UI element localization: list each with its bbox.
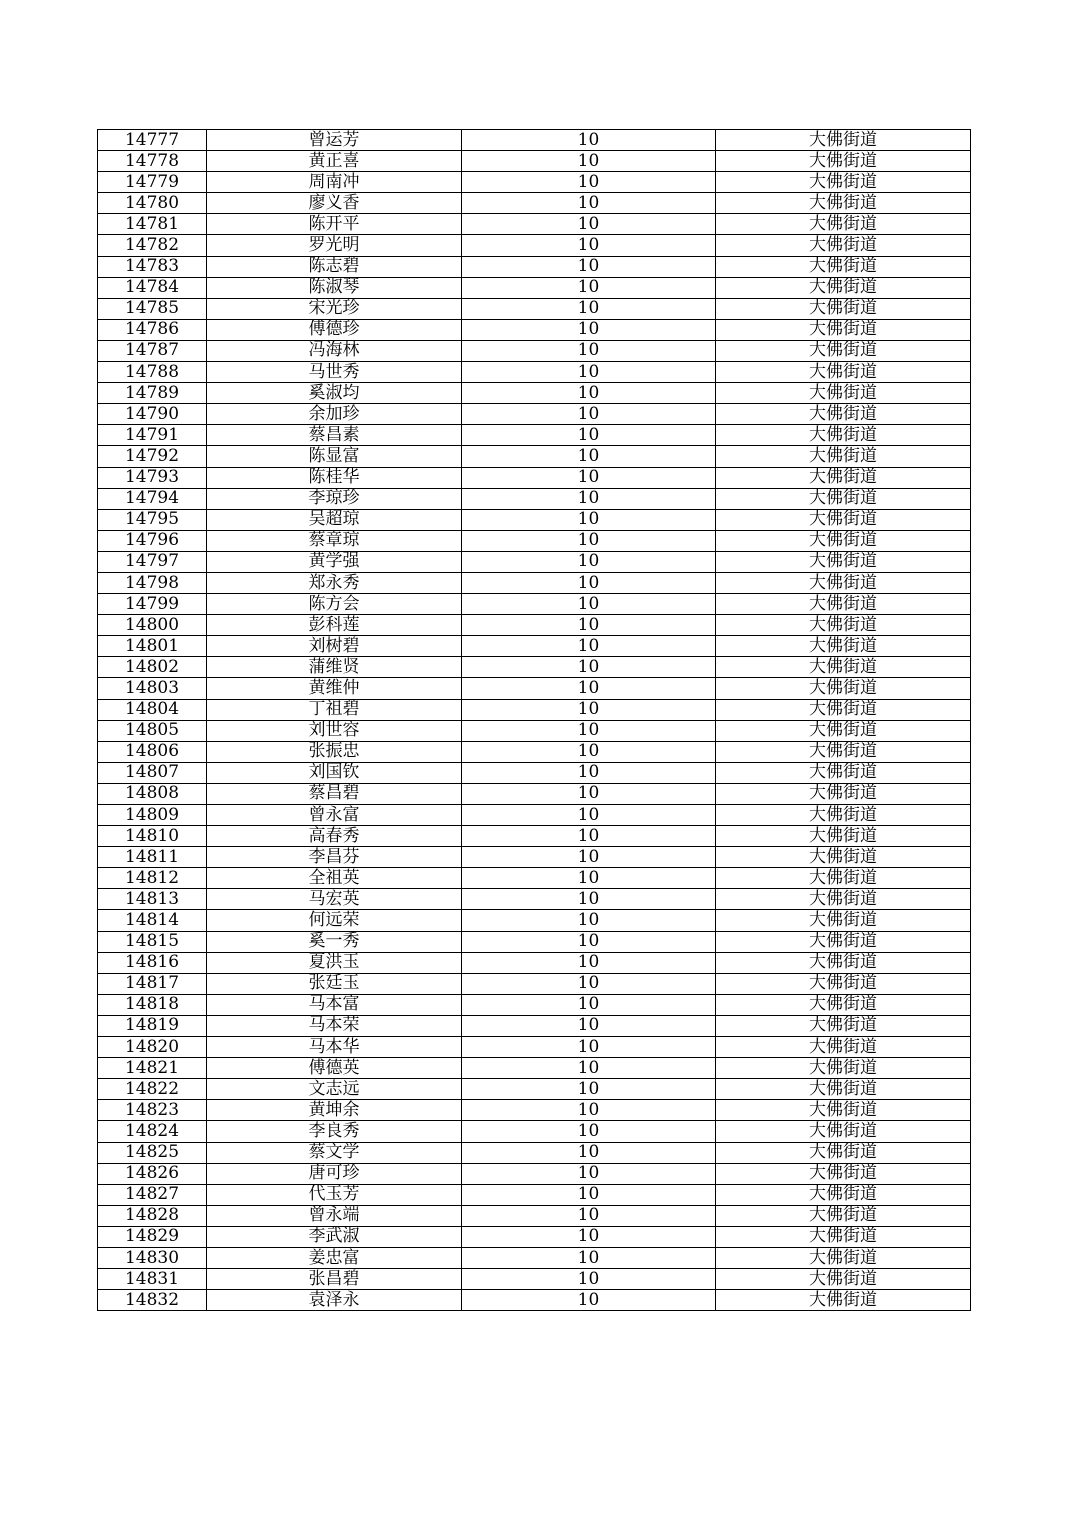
table-row — [98, 678, 971, 699]
cell-name: 黄正喜 — [207, 151, 462, 172]
table-row — [98, 1290, 971, 1311]
cell-amount: 10 — [462, 340, 716, 361]
cell-area: 大佛街道 — [716, 1100, 971, 1121]
table-row — [98, 594, 971, 615]
cell-amount: 10 — [462, 383, 716, 404]
table-row — [98, 1247, 971, 1268]
cell-amount: 10 — [462, 319, 716, 340]
cell-amount: 10 — [462, 1015, 716, 1036]
cell-name: 刘国钦 — [207, 762, 462, 783]
cell-id: 14778 — [98, 151, 207, 172]
cell-name: 奚一秀 — [207, 931, 462, 952]
cell-amount: 10 — [462, 193, 716, 214]
table-row — [98, 1142, 971, 1163]
cell-area: 大佛街道 — [716, 340, 971, 361]
cell-area: 大佛街道 — [716, 1290, 971, 1311]
cell-id: 14800 — [98, 615, 207, 636]
cell-id: 14823 — [98, 1100, 207, 1121]
table-row — [98, 151, 971, 172]
cell-name: 姜忠富 — [207, 1247, 462, 1268]
cell-area: 大佛街道 — [716, 1247, 971, 1268]
table-row — [98, 446, 971, 467]
cell-id: 14817 — [98, 973, 207, 994]
cell-name: 陈方会 — [207, 594, 462, 615]
cell-id: 14798 — [98, 572, 207, 593]
cell-area: 大佛街道 — [716, 1079, 971, 1100]
cell-name: 陈桂华 — [207, 467, 462, 488]
cell-area: 大佛街道 — [716, 1121, 971, 1142]
cell-amount: 10 — [462, 1058, 716, 1079]
cell-area: 大佛街道 — [716, 172, 971, 193]
data-table — [97, 129, 971, 1311]
cell-area: 大佛街道 — [716, 509, 971, 530]
cell-name: 黄维仲 — [207, 678, 462, 699]
cell-area: 大佛街道 — [716, 446, 971, 467]
cell-area: 大佛街道 — [716, 636, 971, 657]
cell-name: 马本华 — [207, 1037, 462, 1058]
cell-id: 14819 — [98, 1015, 207, 1036]
cell-name: 傅德英 — [207, 1058, 462, 1079]
table-row — [98, 1205, 971, 1226]
cell-name: 刘树碧 — [207, 636, 462, 657]
cell-amount: 10 — [462, 847, 716, 868]
cell-name: 袁泽永 — [207, 1290, 462, 1311]
cell-name: 丁祖碧 — [207, 699, 462, 720]
cell-area: 大佛街道 — [716, 193, 971, 214]
cell-id: 14781 — [98, 214, 207, 235]
cell-amount: 10 — [462, 1184, 716, 1205]
cell-id: 14784 — [98, 277, 207, 298]
cell-name: 蔡文学 — [207, 1142, 462, 1163]
cell-amount: 10 — [462, 826, 716, 847]
cell-amount: 10 — [462, 1121, 716, 1142]
cell-amount: 10 — [462, 762, 716, 783]
table-row — [98, 1121, 971, 1142]
table-row — [98, 1058, 971, 1079]
cell-id: 14832 — [98, 1290, 207, 1311]
cell-id: 14812 — [98, 868, 207, 889]
cell-name: 黄坤余 — [207, 1100, 462, 1121]
cell-name: 张昌碧 — [207, 1269, 462, 1290]
cell-id: 14789 — [98, 383, 207, 404]
cell-area: 大佛街道 — [716, 467, 971, 488]
table-row — [98, 509, 971, 530]
table-row — [98, 340, 971, 361]
cell-id: 14810 — [98, 826, 207, 847]
cell-id: 14788 — [98, 362, 207, 383]
cell-name: 蔡昌素 — [207, 425, 462, 446]
cell-id: 14820 — [98, 1037, 207, 1058]
cell-amount: 10 — [462, 594, 716, 615]
cell-area: 大佛街道 — [716, 256, 971, 277]
cell-amount: 10 — [462, 256, 716, 277]
table-row — [98, 1269, 971, 1290]
cell-amount: 10 — [462, 130, 716, 151]
cell-id: 14785 — [98, 298, 207, 319]
cell-id: 14805 — [98, 720, 207, 741]
cell-area: 大佛街道 — [716, 488, 971, 509]
cell-name: 曾运芳 — [207, 130, 462, 151]
cell-id: 14787 — [98, 340, 207, 361]
table-row — [98, 319, 971, 340]
table-row — [98, 298, 971, 319]
cell-amount: 10 — [462, 277, 716, 298]
cell-amount: 10 — [462, 636, 716, 657]
cell-id: 14780 — [98, 193, 207, 214]
cell-name: 何远荣 — [207, 910, 462, 931]
cell-name: 马本富 — [207, 994, 462, 1015]
cell-name: 陈显富 — [207, 446, 462, 467]
cell-amount: 10 — [462, 699, 716, 720]
cell-name: 马世秀 — [207, 362, 462, 383]
cell-id: 14821 — [98, 1058, 207, 1079]
cell-name: 奚淑均 — [207, 383, 462, 404]
cell-name: 蔡章琼 — [207, 530, 462, 551]
cell-name: 陈淑琴 — [207, 277, 462, 298]
cell-area: 大佛街道 — [716, 741, 971, 762]
cell-id: 14807 — [98, 762, 207, 783]
cell-name: 张振忠 — [207, 741, 462, 762]
cell-amount: 10 — [462, 488, 716, 509]
cell-amount: 10 — [462, 720, 716, 741]
cell-area: 大佛街道 — [716, 319, 971, 340]
table-row — [98, 572, 971, 593]
cell-id: 14830 — [98, 1247, 207, 1268]
table-row — [98, 1079, 971, 1100]
cell-amount: 10 — [462, 1037, 716, 1058]
cell-amount: 10 — [462, 362, 716, 383]
table-row — [98, 657, 971, 678]
cell-amount: 10 — [462, 404, 716, 425]
cell-amount: 10 — [462, 805, 716, 826]
cell-amount: 10 — [462, 1205, 716, 1226]
cell-amount: 10 — [462, 235, 716, 256]
cell-amount: 10 — [462, 298, 716, 319]
cell-area: 大佛街道 — [716, 383, 971, 404]
cell-area: 大佛街道 — [716, 594, 971, 615]
cell-amount: 10 — [462, 678, 716, 699]
cell-amount: 10 — [462, 889, 716, 910]
cell-area: 大佛街道 — [716, 762, 971, 783]
cell-name: 冯海林 — [207, 340, 462, 361]
cell-name: 曾永端 — [207, 1205, 462, 1226]
table-row — [98, 994, 971, 1015]
cell-amount: 10 — [462, 172, 716, 193]
cell-name: 宋光珍 — [207, 298, 462, 319]
cell-name: 曾永富 — [207, 805, 462, 826]
cell-id: 14824 — [98, 1121, 207, 1142]
table-row — [98, 847, 971, 868]
cell-id: 14808 — [98, 783, 207, 804]
cell-id: 14831 — [98, 1269, 207, 1290]
cell-amount: 10 — [462, 425, 716, 446]
cell-name: 唐可珍 — [207, 1163, 462, 1184]
cell-id: 14814 — [98, 910, 207, 931]
cell-amount: 10 — [462, 1290, 716, 1311]
cell-area: 大佛街道 — [716, 994, 971, 1015]
cell-area: 大佛街道 — [716, 973, 971, 994]
cell-area: 大佛街道 — [716, 783, 971, 804]
cell-amount: 10 — [462, 214, 716, 235]
table-row — [98, 699, 971, 720]
table-row — [98, 383, 971, 404]
cell-amount: 10 — [462, 1079, 716, 1100]
cell-id: 14822 — [98, 1079, 207, 1100]
cell-id: 14813 — [98, 889, 207, 910]
cell-id: 14818 — [98, 994, 207, 1015]
cell-name: 周南冲 — [207, 172, 462, 193]
cell-id: 14786 — [98, 319, 207, 340]
cell-id: 14783 — [98, 256, 207, 277]
table-row — [98, 783, 971, 804]
cell-name: 李昌芬 — [207, 847, 462, 868]
cell-id: 14797 — [98, 551, 207, 572]
cell-amount: 10 — [462, 741, 716, 762]
cell-amount: 10 — [462, 952, 716, 973]
table-row — [98, 404, 971, 425]
cell-area: 大佛街道 — [716, 868, 971, 889]
cell-amount: 10 — [462, 572, 716, 593]
cell-name: 彭科莲 — [207, 615, 462, 636]
cell-area: 大佛街道 — [716, 130, 971, 151]
cell-name: 陈志碧 — [207, 256, 462, 277]
table-row — [98, 1184, 971, 1205]
cell-id: 14816 — [98, 952, 207, 973]
cell-amount: 10 — [462, 973, 716, 994]
cell-area: 大佛街道 — [716, 1163, 971, 1184]
table-row — [98, 488, 971, 509]
cell-amount: 10 — [462, 1142, 716, 1163]
cell-area: 大佛街道 — [716, 214, 971, 235]
table-row — [98, 952, 971, 973]
cell-area: 大佛街道 — [716, 551, 971, 572]
cell-id: 14829 — [98, 1226, 207, 1247]
cell-id: 14792 — [98, 446, 207, 467]
cell-name: 傅德珍 — [207, 319, 462, 340]
cell-name: 陈开平 — [207, 214, 462, 235]
cell-id: 14815 — [98, 931, 207, 952]
table-row — [98, 130, 971, 151]
cell-id: 14799 — [98, 594, 207, 615]
cell-area: 大佛街道 — [716, 151, 971, 172]
table-row — [98, 530, 971, 551]
cell-area: 大佛街道 — [716, 931, 971, 952]
cell-amount: 10 — [462, 1100, 716, 1121]
cell-name: 吴超琼 — [207, 509, 462, 530]
table-row — [98, 277, 971, 298]
cell-amount: 10 — [462, 1247, 716, 1268]
cell-name: 罗光明 — [207, 235, 462, 256]
cell-amount: 10 — [462, 467, 716, 488]
cell-id: 14790 — [98, 404, 207, 425]
cell-name: 马宏英 — [207, 889, 462, 910]
table-row — [98, 172, 971, 193]
cell-name: 文志远 — [207, 1079, 462, 1100]
cell-name: 黄学强 — [207, 551, 462, 572]
table-row — [98, 467, 971, 488]
cell-name: 高春秀 — [207, 826, 462, 847]
cell-amount: 10 — [462, 868, 716, 889]
cell-amount: 10 — [462, 783, 716, 804]
table-row — [98, 1015, 971, 1036]
table-row — [98, 551, 971, 572]
cell-amount: 10 — [462, 1269, 716, 1290]
cell-name: 代玉芳 — [207, 1184, 462, 1205]
cell-area: 大佛街道 — [716, 1205, 971, 1226]
table-row — [98, 973, 971, 994]
cell-area: 大佛街道 — [716, 1184, 971, 1205]
cell-amount: 10 — [462, 530, 716, 551]
cell-id: 14794 — [98, 488, 207, 509]
cell-amount: 10 — [462, 151, 716, 172]
table-row — [98, 235, 971, 256]
cell-name: 余加珍 — [207, 404, 462, 425]
table-row — [98, 214, 971, 235]
cell-name: 夏洪玉 — [207, 952, 462, 973]
cell-area: 大佛街道 — [716, 530, 971, 551]
table-row — [98, 720, 971, 741]
cell-area: 大佛街道 — [716, 572, 971, 593]
cell-area: 大佛街道 — [716, 805, 971, 826]
cell-name: 刘世容 — [207, 720, 462, 741]
cell-name: 张廷玉 — [207, 973, 462, 994]
table-row — [98, 193, 971, 214]
cell-id: 14802 — [98, 657, 207, 678]
cell-area: 大佛街道 — [716, 362, 971, 383]
cell-name: 马本荣 — [207, 1015, 462, 1036]
cell-id: 14793 — [98, 467, 207, 488]
table-row — [98, 762, 971, 783]
table-row — [98, 425, 971, 446]
cell-name: 蔡昌碧 — [207, 783, 462, 804]
cell-id: 14803 — [98, 678, 207, 699]
table-row — [98, 1100, 971, 1121]
cell-id: 14804 — [98, 699, 207, 720]
cell-area: 大佛街道 — [716, 404, 971, 425]
table-row — [98, 868, 971, 889]
cell-id: 14826 — [98, 1163, 207, 1184]
cell-id: 14827 — [98, 1184, 207, 1205]
cell-area: 大佛街道 — [716, 699, 971, 720]
cell-name: 李琼珍 — [207, 488, 462, 509]
cell-name: 郑永秀 — [207, 572, 462, 593]
table-row — [98, 1037, 971, 1058]
cell-amount: 10 — [462, 1163, 716, 1184]
cell-amount: 10 — [462, 931, 716, 952]
cell-id: 14806 — [98, 741, 207, 762]
cell-id: 14777 — [98, 130, 207, 151]
cell-amount: 10 — [462, 615, 716, 636]
cell-area: 大佛街道 — [716, 298, 971, 319]
cell-id: 14795 — [98, 509, 207, 530]
cell-amount: 10 — [462, 910, 716, 931]
cell-area: 大佛街道 — [716, 847, 971, 868]
table-row — [98, 362, 971, 383]
cell-area: 大佛街道 — [716, 657, 971, 678]
cell-id: 14828 — [98, 1205, 207, 1226]
cell-area: 大佛街道 — [716, 678, 971, 699]
table-row — [98, 889, 971, 910]
cell-id: 14801 — [98, 636, 207, 657]
cell-id: 14811 — [98, 847, 207, 868]
cell-area: 大佛街道 — [716, 889, 971, 910]
cell-area: 大佛街道 — [716, 910, 971, 931]
table-row — [98, 910, 971, 931]
cell-name: 李武淑 — [207, 1226, 462, 1247]
cell-area: 大佛街道 — [716, 826, 971, 847]
table-row — [98, 826, 971, 847]
cell-id: 14809 — [98, 805, 207, 826]
cell-area: 大佛街道 — [716, 425, 971, 446]
cell-name: 李良秀 — [207, 1121, 462, 1142]
cell-area: 大佛街道 — [716, 1269, 971, 1290]
cell-amount: 10 — [462, 1226, 716, 1247]
cell-name: 廖义香 — [207, 193, 462, 214]
cell-name: 蒲维贤 — [207, 657, 462, 678]
cell-area: 大佛街道 — [716, 277, 971, 298]
cell-id: 14791 — [98, 425, 207, 446]
cell-area: 大佛街道 — [716, 1058, 971, 1079]
table-row — [98, 931, 971, 952]
table-row — [98, 1226, 971, 1247]
table-row — [98, 256, 971, 277]
cell-area: 大佛街道 — [716, 720, 971, 741]
table-row — [98, 615, 971, 636]
cell-amount: 10 — [462, 657, 716, 678]
table-body — [98, 130, 971, 1311]
cell-id: 14825 — [98, 1142, 207, 1163]
cell-amount: 10 — [462, 551, 716, 572]
cell-id: 14796 — [98, 530, 207, 551]
cell-amount: 10 — [462, 446, 716, 467]
cell-area: 大佛街道 — [716, 235, 971, 256]
cell-area: 大佛街道 — [716, 1037, 971, 1058]
cell-area: 大佛街道 — [716, 1142, 971, 1163]
cell-name: 全祖英 — [207, 868, 462, 889]
cell-area: 大佛街道 — [716, 615, 971, 636]
cell-id: 14779 — [98, 172, 207, 193]
table-row — [98, 805, 971, 826]
cell-id: 14782 — [98, 235, 207, 256]
cell-area: 大佛街道 — [716, 1015, 971, 1036]
table-row — [98, 636, 971, 657]
cell-area: 大佛街道 — [716, 1226, 971, 1247]
cell-amount: 10 — [462, 994, 716, 1015]
cell-area: 大佛街道 — [716, 952, 971, 973]
cell-amount: 10 — [462, 509, 716, 530]
table-row — [98, 1163, 971, 1184]
table-row — [98, 741, 971, 762]
